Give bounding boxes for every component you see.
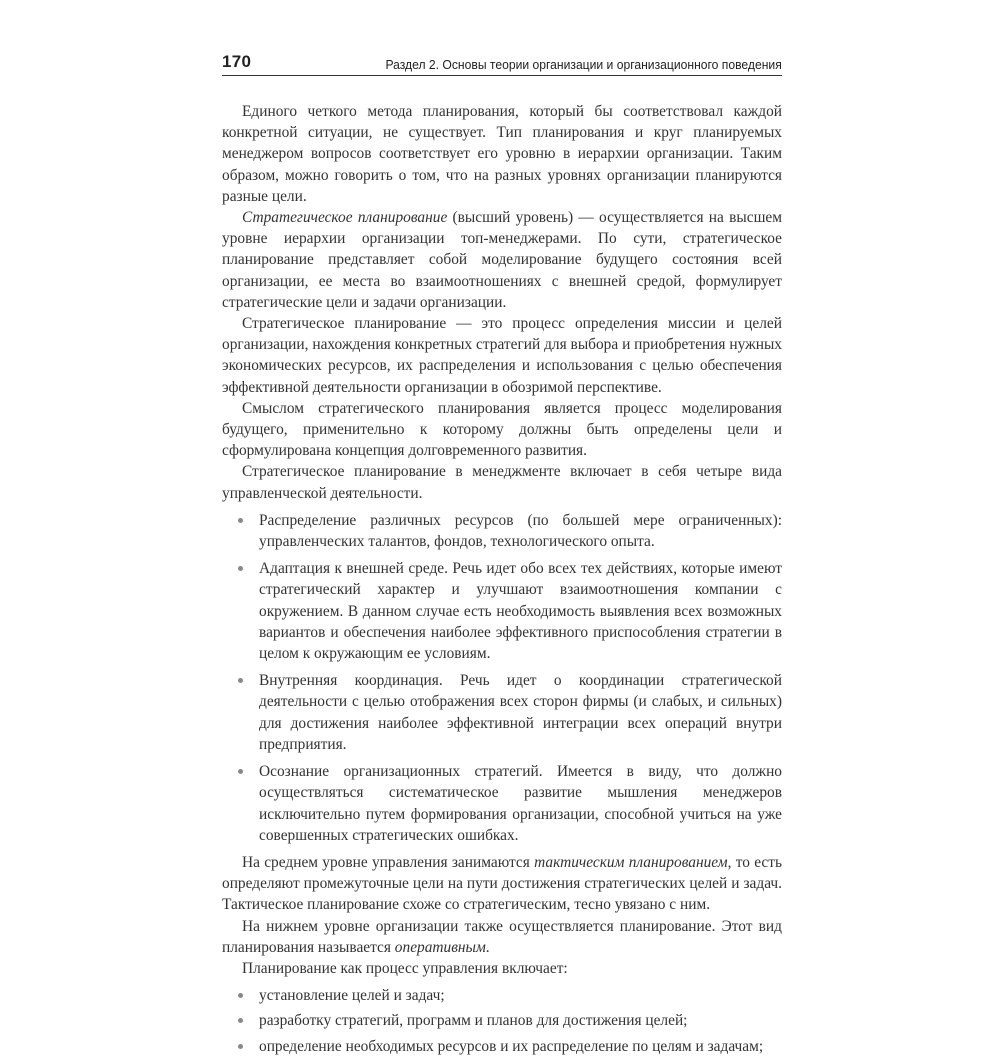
paragraph-text: На нижнем уровне организации также осуществляется планирование. Этот вид планирования называется	[222, 917, 782, 956]
paragraph: Стратегическое планирование в менеджменте включает в себя четыре вида управленческой деятельности.	[222, 463, 782, 502]
paragraph: Планирование как процесс управления включает:	[242, 959, 568, 977]
list-item: Адаптация к внешней среде. Речь идет обо всех тех действиях, которые имеют стратегический характер и улучшают взаимоотношения компании с окружением. В данном случае есть необходимость выявления всех возможных вариантов и обеспечения наиболее эффективного приспособления стратегии в целом к окружающим ее условиям.	[259, 558, 782, 664]
paragraph-text: .	[485, 938, 490, 956]
paragraph	[222, 916, 782, 958]
process-list	[222, 985, 782, 1057]
paragraph	[222, 852, 782, 916]
term-tactical-planning: тактическим планированием	[534, 853, 728, 871]
paragraph	[222, 207, 782, 313]
book-page	[222, 52, 782, 1063]
paragraph: Стратегическое планирование — это процесс определения миссии и целей организации, нахождения конкретных стратегий для выбора и приобретения нужных экономических ресурсов, их распределения и использования с целью обеспечения эффективной деятельности организации в обозримой перспективе.	[222, 315, 782, 396]
list-item: определение необходимых ресурсов и их распределение по целям и задачам;	[259, 1036, 782, 1057]
running-title: Раздел 2. Основы теории организации и организационного поведения	[385, 57, 782, 72]
page-header	[222, 52, 782, 76]
paragraph-text: , то есть определяют промежуточные цели на пути достижения стратегических целей и задач. Тактическое планирование схоже со стратегическим, тесно увязано с ним.	[222, 853, 782, 914]
strategic-activities-list	[222, 510, 782, 846]
page-body	[222, 101, 782, 1057]
term-strategic-planning: Стратегическое планирование	[242, 209, 448, 227]
paragraph-text: (высший уровень) — осуществляется на высшем уровне иерархии организации топ-менеджерами. По сути, стратегическое планирование представляет собой моделирование будущего состояния всей организации, ее места во взаимоотношениях с внешней средой, формулирует стратегические цели и задачи организации.	[222, 209, 782, 311]
paragraph: Единого четкого метода планирования, который бы соответствовал каждой конкретной ситуации, не существует. Тип планирования и круг планируемых менеджером вопросов соответствует его уровню в иерархии организации. Таким образом, можно говорить о том, что на разных уровнях организации планируются разные цели.	[222, 103, 782, 205]
term-operational: оперативным	[394, 938, 486, 956]
list-item: Внутренняя координация. Речь идет о координации стратегической деятельности с целью отображения всех сторон фирмы (и слабых, и сильных) для достижения наиболее эффективной интеграции всех операций внутри предприятия.	[259, 670, 782, 755]
list-item: Осознание организационных стратегий. Имеется в виду, что должно осуществляться систематическое развитие мышления менеджеров исключительно путем формирования организации, способной учиться на уже совершенных стратегических ошибках.	[259, 761, 782, 846]
page-number: 170	[222, 52, 252, 71]
paragraph-text: На среднем уровне управления занимаются	[242, 853, 535, 871]
list-item: Распределение различных ресурсов (по большей мере ограниченных): управленческих талантов, фондов, технологического опыта.	[259, 510, 782, 552]
list-item: установление целей и задач;	[259, 985, 782, 1006]
list-item: разработку стратегий, программ и планов для достижения целей;	[259, 1010, 782, 1031]
paragraph: Смыслом стратегического планирования является процесс моделирования будущего, применительно к которому должны быть определены цели и сформулирована концепция долговременного развития.	[222, 399, 782, 460]
